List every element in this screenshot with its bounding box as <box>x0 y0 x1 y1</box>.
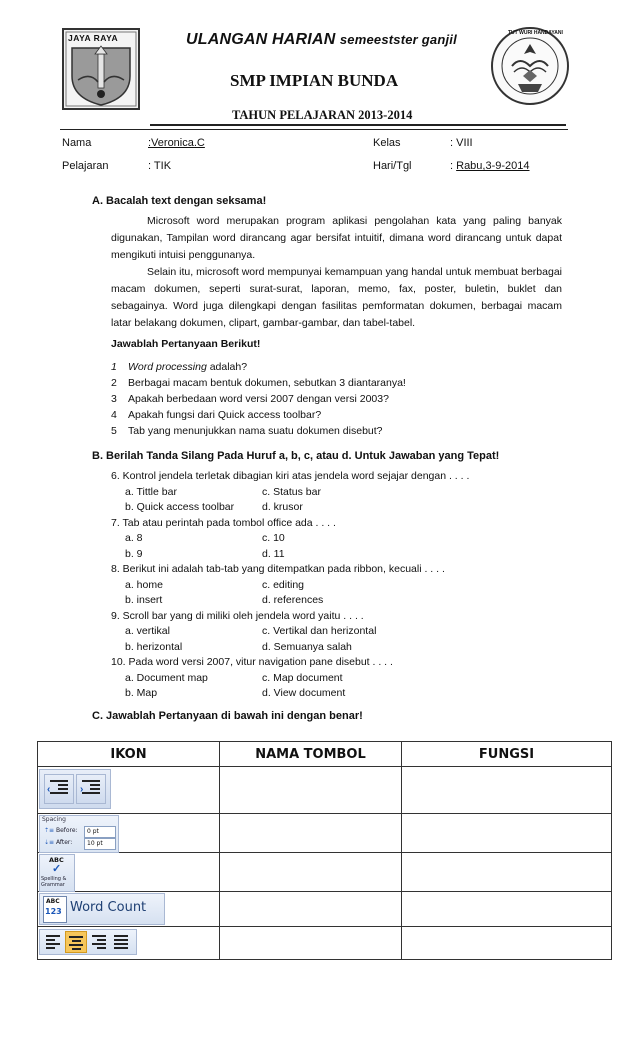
before-label: ⇡≡ Before: <box>44 827 78 834</box>
question-item: 5 Tab yang menunjukkan nama suatu dokumen disebut? <box>111 425 383 437</box>
question-heading: Jawablah Pertanyaan Berikut! <box>111 338 261 350</box>
mc-question: 10. Pada word versi 2007, vitur navigation pane disebut . . . . <box>111 656 393 668</box>
header-ikon: IKON <box>38 742 220 767</box>
align-right-icon <box>92 933 106 949</box>
question-item: 4 Apakah fungsi dari Quick access toolbar? <box>111 409 322 421</box>
header-nama-tombol: NAMA TOMBOL <box>220 742 402 767</box>
pelajaran-label: Pelajaran <box>62 160 109 172</box>
table-row <box>38 814 612 853</box>
header-divider-thin <box>60 129 568 130</box>
question-item: 2 Berbagai macam bentuk dokumen, sebutkan 3 diantaranya! <box>111 377 406 389</box>
mc-options-row: a. Tittle bar c. Status bar <box>125 485 321 498</box>
header-divider-thick <box>150 124 566 126</box>
mc-options-row: b. 9 d. 11 <box>125 547 285 560</box>
kelas-label: Kelas <box>373 137 401 149</box>
multiple-choice-list <box>111 470 571 703</box>
icon-cell <box>38 767 220 814</box>
align-left-icon <box>46 933 60 949</box>
exam-title: ULANGAN HARIAN semeestster ganjil <box>186 31 457 48</box>
jaya-raya-logo <box>62 28 140 110</box>
fungsi-cell[interactable] <box>402 927 612 960</box>
mc-options-row: a. Document map c. Map document <box>125 671 343 684</box>
after-field: 10 pt <box>84 838 116 850</box>
section-a-heading: A. Bacalah text dengan seksama! <box>92 195 267 207</box>
icon-table <box>37 741 612 960</box>
mc-question: 7. Tab atau perintah pada tombol office ada . . . . <box>111 516 336 529</box>
school-name: SMP IMPIAN BUNDA <box>230 71 399 90</box>
nama-tombol-cell[interactable] <box>220 927 402 960</box>
justify-icon <box>114 933 128 949</box>
mc-options-row: a. home c. editing <box>125 578 305 591</box>
table-row <box>38 767 612 814</box>
nama-tombol-cell[interactable] <box>220 853 402 892</box>
essay-questions <box>111 361 406 441</box>
mc-options-row: b. insert d. references <box>125 594 324 606</box>
fungsi-cell[interactable] <box>402 853 612 892</box>
paragraph-2: Selain itu, microsoft word mempunyai kemampuan yang handal untuk membuat berbagai macam dokumen, seperti surat-surat, laporan, memo, fax, poster, buletin, buklet dan sebagainya. Word juga dilengkapi dengan fasilitas pemformatan dokumen, berbagai macam latar belakang dokumen, clipart, gambar-gambar, dan tabel-tabel. <box>111 266 562 329</box>
icon-cell <box>38 927 220 960</box>
after-label: ⇣≡ After: <box>44 839 73 846</box>
mc-options-row: b. Quick access toolbar d. krusor <box>125 501 303 513</box>
section-c-heading: C. Jawablah Pertanyaan di bawah ini dengan benar! <box>92 710 363 722</box>
checkmark-icon: ✓ <box>52 863 62 875</box>
nama-value: :Veronica.C <box>148 137 205 149</box>
mc-options-row: a. 8 c. 10 <box>125 532 285 544</box>
mc-options-row: b. herizontal d. Semuanya salah <box>125 640 352 653</box>
nama-tombol-cell[interactable] <box>220 814 402 853</box>
abc-123-icon: ABC 123 <box>43 896 67 923</box>
icon-cell <box>38 892 220 927</box>
tut-wuri-handayani-logo <box>490 26 570 106</box>
question-item: 3 Apakah berbedaan word versi 2007 dengan versi 2003? <box>111 393 389 405</box>
logo-right-text: TUT WURI HANDAYANI <box>508 30 563 36</box>
word-count-icon <box>39 893 165 925</box>
table-row <box>38 853 612 892</box>
kelas-value: : VIII <box>450 137 473 149</box>
header-fungsi: FUNGSI <box>402 742 612 767</box>
alignment-buttons-icon <box>39 929 137 955</box>
mc-options-row: a. vertikal c. Vertikal dan herizontal <box>125 625 377 637</box>
logo-left-text: JAYA RAYA <box>68 33 119 43</box>
nama-tombol-cell[interactable] <box>220 892 402 927</box>
mc-question: 8. Berikut ini adalah tab-tab yang ditempatkan pada ribbon, kecuali . . . . <box>111 563 445 575</box>
nama-label: Nama <box>62 137 92 149</box>
section-a-reading <box>111 213 562 332</box>
paragraph-1: Microsoft word merupakan program aplikasi pengolahan kata yang paling banyak digunakan, Tampilan word dirancang agar bersifat intuitif, dimana word dirancang untuk dapat mengikuti intuisi penggunanya. <box>111 215 562 261</box>
indent-buttons-icon <box>39 769 111 809</box>
nama-tombol-cell[interactable] <box>220 767 402 814</box>
spelling-grammar-icon: ABC ✓ Spelling & Grammar <box>39 854 75 892</box>
academic-year: TAHUN PELAJARAN 2013-2014 <box>232 108 413 122</box>
table-row <box>38 927 612 960</box>
word-count-label: Word Count <box>70 900 147 915</box>
increase-indent-icon: › <box>76 774 106 804</box>
icon-cell <box>38 853 220 892</box>
paragraph-spacing-icon: Spacing ⇡≡ Before: 0 pt ⇣≡ After: 10 pt <box>39 815 119 853</box>
table-row <box>38 892 612 927</box>
mc-question: 9. Scroll bar yang di miliki oleh jendela word yaitu . . . . <box>111 609 364 622</box>
table-header-row <box>38 742 612 767</box>
haritgl-value: : Rabu,3-9-2014 <box>450 160 530 172</box>
fungsi-cell[interactable] <box>402 892 612 927</box>
mc-options-row: b. Map d. View document <box>125 687 346 699</box>
question-item: 1 Word processing adalah? <box>111 361 248 373</box>
mc-question: 6. Kontrol jendela terletak dibagian kiri atas jendela word sejajar dengan . . . . <box>111 470 470 482</box>
section-b-heading: B. Berilah Tanda Silang Pada Huruf a, b, c, atau d. Untuk Jawaban yang Tepat! <box>92 450 500 462</box>
decrease-indent-icon: ‹ <box>44 774 74 804</box>
pelajaran-value: : TIK <box>148 160 172 172</box>
align-center-icon <box>65 931 87 953</box>
before-field: 0 pt <box>84 826 116 838</box>
haritgl-label: Hari/Tgl <box>373 160 412 172</box>
fungsi-cell[interactable] <box>402 814 612 853</box>
icon-cell <box>38 814 220 853</box>
fungsi-cell[interactable] <box>402 767 612 814</box>
